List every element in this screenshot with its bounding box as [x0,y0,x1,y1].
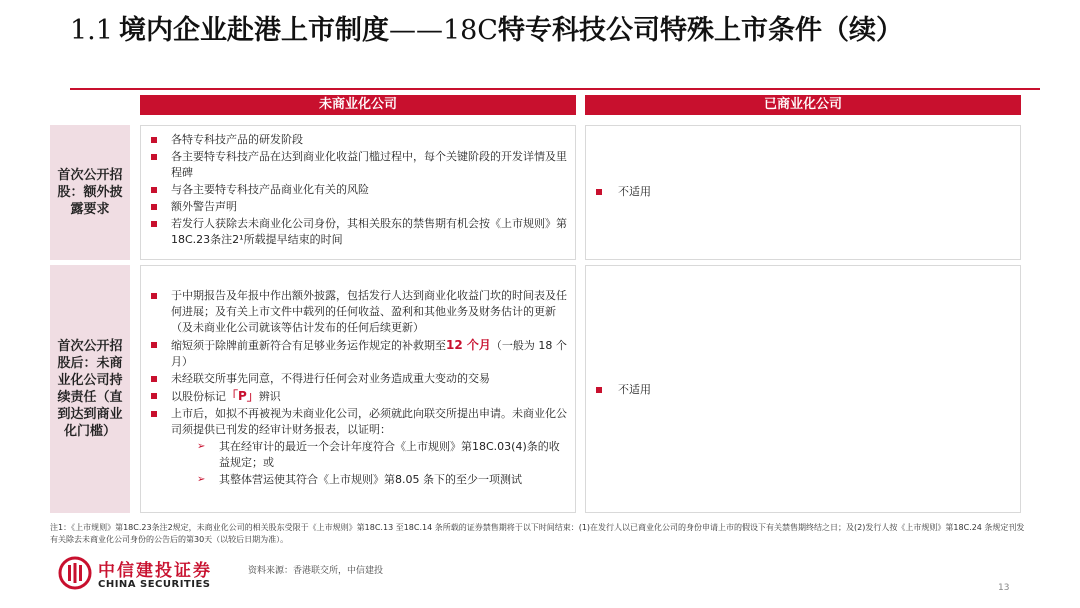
cell-post-ipo-uncommercialized [140,265,576,513]
list-item: 额外警告声明 [151,199,567,215]
page-number: 13 [998,583,1010,593]
row-label-ipo-disclosure: 首次公开招股：额外披露要求 [50,125,130,260]
not-applicable: 不适用 [596,382,651,398]
sub-list-item: ➢ 其整体营运使其符合《上市规则》第8.05 条下的至少一项测试 [197,473,522,486]
logo-text-cn: 中信建投证券 [98,561,212,581]
list-item: 上市后，如拟不再被视为未商业化公司，必须就此向联交所提出申请。未商业化公司须提供已刊发的经审计财务报表，以证明： ➢ 其在经审计的最近一个会计年度符合《上市规则》第18C.03(4)条的收益规定；或 ➢ 其整体营运使其符合《上市规则》第8.05 条下的至少一项测试 [151,406,567,488]
list-item: 于中期报告及年报中作出额外披露，包括发行人达到商业化收益门坎的时间表及任何进展；及有关上市文件中载列的任何收益、盈利和其他业务及财务估计的更新（及未商业化公司就该等估计发布的任何后续更新） [151,288,567,336]
bullet-icon [151,137,157,143]
title-sub: 特专科技公司特殊上市条件（续） [497,15,903,46]
title-main: 境内企业赴港上市制度 [118,15,389,46]
cell-ipo-disclosure-uncommercialized [140,125,576,260]
title-divider [70,88,1040,90]
remedy-period-highlight: 12 个月 [446,338,491,352]
bullet-icon [151,393,157,399]
page-title [70,14,1030,48]
bullet-icon [151,187,157,193]
column-header-commercialized: 已商业化公司 [585,95,1021,115]
list-item: 各主要特专科技产品在达到商业化收益门槛过程中，每个关键阶段的开发详情及里程碑 [151,149,567,181]
section-number: 1.1 [70,15,113,46]
bullet-icon [151,221,157,227]
list-item: 未经联交所事先同意，不得进行任何会对业务造成重大变动的交易 [151,371,567,387]
column-header-uncommercialized: 未商业化公司 [140,95,576,115]
cell-ipo-disclosure-commercialized [585,125,1021,260]
row-label-post-ipo-obligations: 首次公开招股后：未商业化公司持续责任（直到达到商业化门槛） [50,265,130,513]
sub-list-item: ➢ 其在经审计的最近一个会计年度符合《上市规则》第18C.03(4)条的收益规定；或 [197,440,560,469]
list-item: 以股份标记「P」辨识 [151,388,567,405]
bullet-icon [596,387,602,393]
citic-logo-icon [58,556,92,590]
bullet-icon [151,411,157,417]
footnote: 注1：《上市规则》第18C.23条注2规定，未商业化公司的相关股东受限于《上市规则》第18C.13 至18C.14 条所载的证券禁售期将于以下时间结束：(1)在发行人以已商业化公司的身份申请上市的假设下有关禁售期终结之日；及(2)发行人按《上市规则》第18C.24 条规定刊发有关除去未商业化公司身份的公告后的第30天（以较后日期为准）。 [50,523,1025,544]
not-applicable: 不适用 [596,184,651,200]
list-item: 各特专科技产品的研发阶段 [151,132,567,148]
list-item: 缩短须于除牌前重新符合有足够业务运作规定的补救期至12 个月（一般为 18 个月） [151,337,567,370]
arrow-right-icon: ➢ [197,441,206,452]
source-note: 资料来源：香港联交所，中信建投 [248,566,384,576]
bullet-icon [151,342,157,348]
bullet-icon [151,154,157,160]
list-item: 若发行人获除去未商业化公司身份，其相关股东的禁售期有机会按《上市规则》第18C.23条注2¹所载提早结束的时间 [151,216,567,248]
bullet-icon [596,189,602,195]
company-logo [58,556,238,594]
arrow-right-icon: ➢ [197,474,206,485]
title-code: 18C [442,15,498,46]
bullet-icon [151,293,157,299]
bullet-icon [151,204,157,210]
bullet-icon [151,376,157,382]
cell-post-ipo-commercialized [585,265,1021,513]
title-dash: —— [388,15,443,46]
logo-text-en: CHINA SECURITIES [98,579,211,590]
stock-marker-highlight: 「P」 [226,389,259,403]
list-item: 与各主要特专科技产品商业化有关的风险 [151,182,567,198]
